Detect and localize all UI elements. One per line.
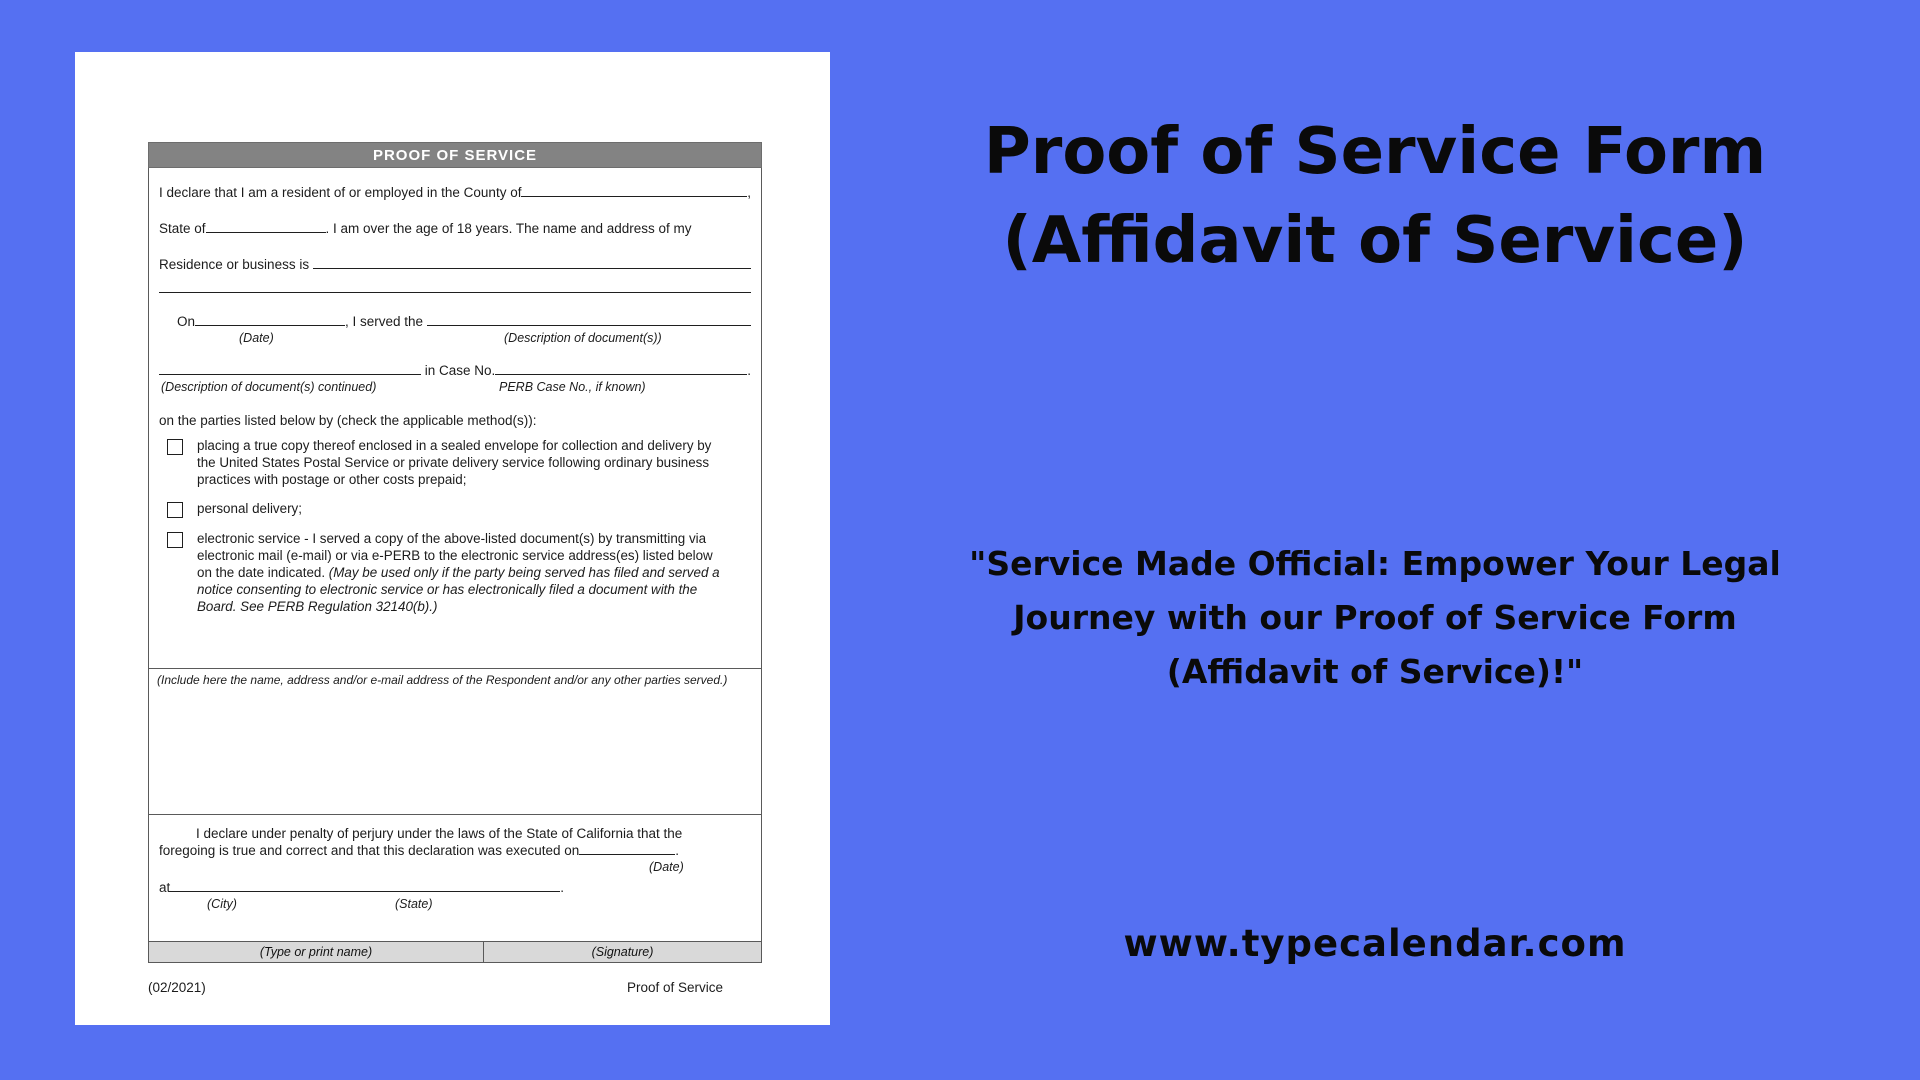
case-number-blank-field[interactable]	[495, 374, 747, 375]
form-footer-title: Proof of Service	[626, 980, 723, 995]
proof-of-service-form	[148, 142, 762, 963]
residence-blank-field[interactable]	[313, 268, 751, 269]
promo-quote	[875, 537, 1875, 699]
service-date-blank-field[interactable]	[195, 325, 345, 326]
electronic-service-note: (May be used only if the party being served has filed and served a notice consenting to electronic service or has electronically filed a document with the Board. See PERB Regulation 32140(b).)	[197, 565, 720, 614]
description-caption: (Description of document(s))	[504, 331, 662, 345]
case-number-line	[159, 362, 751, 379]
case-captions	[159, 379, 751, 395]
residence-text: Residence or business is	[159, 257, 313, 272]
perjury-line1: I declare under penalty of perjury under the laws of the State of California that the	[196, 826, 683, 841]
electronic-service-label	[197, 530, 721, 615]
executed-at-line	[159, 879, 751, 896]
executed-captions	[159, 859, 751, 875]
electronic-service-checkbox[interactable]	[167, 532, 183, 548]
description-continued-caption: (Description of document(s) continued)	[161, 380, 377, 394]
city-caption: (City)	[207, 897, 237, 911]
case-period: .	[747, 363, 751, 378]
state-text: State of	[159, 221, 206, 236]
service-method-item-personal	[159, 500, 751, 518]
promo-quote-line1: "Service Made Official: Empower Your Legal	[969, 544, 1781, 583]
executed-date-caption: (Date)	[649, 860, 684, 874]
executed-date-blank-field[interactable]	[579, 854, 675, 855]
county-comma: ,	[747, 185, 751, 200]
declaration-section	[149, 168, 761, 668]
signature-cell[interactable]	[483, 942, 761, 962]
parties-served-section[interactable]	[149, 668, 761, 814]
methods-intro-line	[159, 412, 751, 429]
at-period: .	[560, 880, 565, 895]
mail-method-label: placing a true copy thereof enclosed in a sealed envelope for collection and delivery by the United States Postal Service or private delivery service following ordinary business practices with postage or other costs prepaid;	[197, 438, 712, 487]
perb-case-caption: PERB Case No., if known)	[499, 380, 646, 394]
case-no-text: in Case No.	[421, 363, 496, 378]
executed-period: .	[675, 843, 680, 858]
on-text: On	[177, 314, 196, 329]
personal-delivery-checkbox[interactable]	[167, 502, 183, 518]
page-title-line2: (Affidavit of Service)	[1002, 204, 1748, 278]
date-caption: (Date)	[239, 331, 274, 345]
page-title-line1: Proof of Service Form	[983, 115, 1767, 189]
signature-row	[149, 941, 761, 962]
page-title	[830, 108, 1920, 286]
parties-served-caption: (Include here the name, address and/or e-mail address of the Respondent and/or any other parties served.)	[157, 673, 728, 687]
residence-blank-field-2[interactable]	[159, 292, 751, 293]
city-state-captions	[159, 896, 751, 912]
form-title-bar	[148, 142, 762, 168]
served-text: , I served the	[345, 314, 427, 329]
state-line	[159, 220, 751, 237]
county-text: I declare that I am a resident of or employed in the County of	[159, 185, 522, 200]
perjury-line2	[159, 842, 751, 859]
state-blank-field[interactable]	[206, 232, 326, 233]
service-method-item-electronic	[159, 530, 751, 615]
executed-on-text: foregoing is true and correct and that this declaration was executed on	[159, 843, 580, 858]
promo-quote-line3: (Affidavit of Service)!"	[1166, 652, 1584, 691]
form-title: PROOF OF SERVICE	[372, 146, 538, 164]
residence-line	[159, 256, 751, 273]
document-preview	[75, 52, 830, 1025]
personal-delivery-label: personal delivery;	[197, 501, 302, 516]
city-state-blank-field[interactable]	[170, 891, 560, 892]
county-line	[159, 184, 751, 201]
served-line	[159, 313, 751, 330]
promo-quote-line2: Journey with our Proof of Service Form	[1013, 598, 1737, 637]
served-captions	[159, 330, 751, 346]
state-suffix-text: . I am over the age of 18 years. The name and address of my	[325, 221, 692, 236]
county-blank-field[interactable]	[521, 196, 747, 197]
perjury-section	[149, 814, 761, 941]
mail-method-checkbox[interactable]	[167, 439, 183, 455]
residence-continued-line	[159, 292, 751, 293]
service-method-item-mail	[159, 437, 751, 488]
state-caption: (State)	[395, 897, 433, 911]
description-continued-blank-field[interactable]	[159, 374, 421, 375]
methods-intro-text: on the parties listed below by (check the applicable method(s)):	[159, 413, 537, 428]
at-text: at	[159, 880, 171, 895]
electronic-service-text: electronic service - I served a copy of the above-listed document(s) by transmitting via electronic mail (e-mail) or via e-PERB to the electronic service address(es) listed below on the date indicated.	[197, 531, 713, 580]
promo-panel	[830, 0, 1920, 1080]
type-or-print-name-label: (Type or print name)	[259, 945, 373, 959]
type-or-print-name-cell[interactable]	[149, 942, 483, 962]
form-revision-date: (02/2021)	[148, 980, 206, 995]
form-body	[148, 168, 762, 963]
document-description-blank-field[interactable]	[427, 325, 751, 326]
website-url: www.typecalendar.com	[1123, 922, 1627, 965]
signature-label: (Signature)	[591, 945, 654, 959]
